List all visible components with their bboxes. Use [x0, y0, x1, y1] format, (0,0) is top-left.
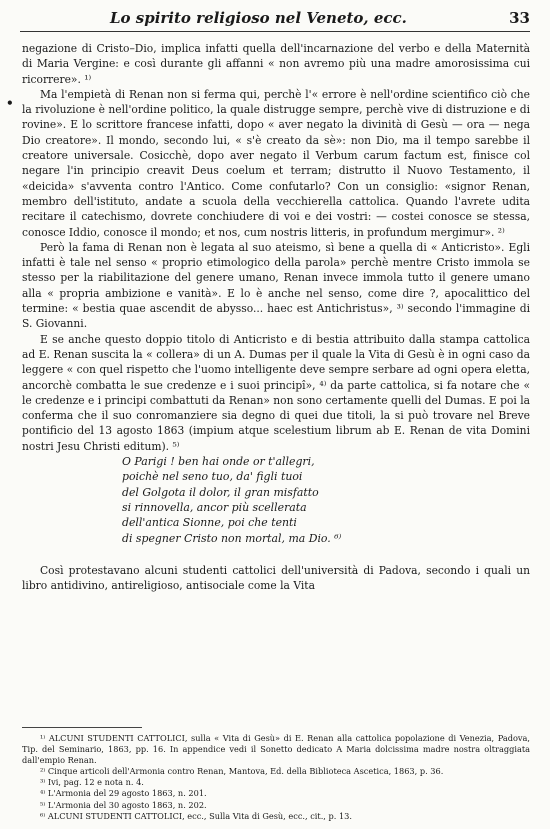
page-number: 33	[509, 9, 530, 27]
margin-mark: •	[6, 96, 14, 110]
poem-verses	[122, 454, 530, 546]
paragraph-4: E se anche questo doppio titolo di Anticristo e di bestia attribuito dalla stampa cattolica ad E. Renan suscita la « collera» di un A. Dumas per il quale la Vita di Gesù è in ogni caso da leggere « con quel rispetto che l'uomo intelligente deve sempre serbare ad ogni opera eletta, ancorchè combatta le sue credenze e i suoi principî», ⁴⁾ da parte cattolica, si fa notare che « le credenze e i principi combattuti da Renan» non sono certamente quelli del Dumas. E poi la conferma che il suo conromanziere sia degno di quei due titoli, la si può trovare nel Breve pontificio del 13 agosto 1863 (impium atque scelestium librum ab E. Renan de vita Domini nostri Jesu Christi editum). ⁵⁾	[22, 332, 530, 453]
spacer	[22, 546, 530, 563]
footnote: ²⁾ Cinque articoli dell'Armonia contro Renan, Mantova, Ed. della Biblioteca Ascetica, 1863, p. 36.	[40, 766, 444, 777]
footnotes	[22, 733, 530, 822]
paragraph-5: Così protestavano alcuni studenti cattolici dell'università di Padova, secondo i quali un libro antidivino, antireligioso, antisociale come la Vita	[22, 563, 530, 593]
poem-verse: del Golgota il dolor, il gran misfatto	[122, 485, 319, 499]
footnote: ³⁾ Ivi, pag. 12 e nota n. 4.	[40, 777, 144, 788]
poem-verse: poichè nel seno tuo, da' figli tuoi	[122, 470, 303, 484]
running-header	[20, 9, 530, 32]
poem-verse: si rinnovella, ancor più scellerata	[122, 500, 307, 514]
running-title: Lo spirito religioso nel Veneto, ecc.	[110, 9, 407, 27]
footnote: ⁴⁾ L'Armonia del 29 agosto 1863, n. 201.	[40, 788, 207, 799]
paragraph-3: Però la fama di Renan non è legata al suo ateismo, sì bene a quella di « Anticristo». Egli infatti è tale nel senso « proprio etimologico della parola» perchè mentre Cristo immola se stesso per la riabilitazione del genere umano, Renan invece immola tutto il genere umano alla « propria ambizione e vanità». E lo è anche nel senso, come dire ?, apocalittico del termine: « bestia quae ascendit de abysso... haec est Antichristus», ³⁾ secondo l'immagine di S. Giovanni.	[22, 240, 530, 331]
main-text	[22, 41, 530, 593]
footnote: ⁵⁾ L'Armonia del 30 agosto 1863, n. 202.	[40, 799, 207, 810]
footnote: ¹⁾ ALCUNI STUDENTI CATTOLICI, sulla « Vita di Gesù» di E. Renan alla cattolica popolazione di Venezia, Padova, Tip. del Seminario, 1863, pp. 16. In appendice vedi il Sonetto dedicato A Maria dolcissima madre nostra oltraggiata dall'empio Renan.	[22, 733, 530, 766]
footnote-rule	[22, 727, 142, 728]
footnote: ⁶⁾ ALCUNI STUDENTI CATTOLICI, ecc., Sulla Vita di Gesù, ecc., cit., p. 13.	[40, 810, 352, 821]
paragraph-1: negazione di Cristo–Dio, implica infatti quella dell'incarnazione del verbo e della Maternità di Maria Vergine: e così durante gli affanni « non avremo più una madre amorosissima cui ricorrere». ¹⁾	[22, 42, 530, 86]
poem-verse: dell'antica Sionne, poi che tenti	[122, 516, 297, 530]
poem-verse: di spegner Cristo non mortal, ma Dio. ⁶⁾	[122, 531, 342, 545]
poem-verse: O Parigi ! ben hai onde or t'allegri,	[122, 455, 315, 469]
paragraph-2: Ma l'empietà di Renan non si ferma qui, perchè l'« errore è nell'ordine scientifico ciò che la rivoluzione è nell'ordine politico, la quale distrugge sempre, perchè vive di distruzione e di rovine». E lo scrittore francese infatti, dopo « aver negato la divinità di Gesù — ora — nega Dio creatore». Il mondo, secondo lui, « s'è creato da sè»: non Dio, ma il tempo sarebbe il creatore universale. Cosicchè, dopo aver negato il Verbum carum factum est, finisce col negare l'in principio creavit Deus coelum et terram; distrutto il Nuovo Testamento, il «deicida» s'avventa contro l'Antico. Come confutarlo? Con un consiglio: «signor Renan, membro dell'istituto, andate a scuola della vecchierella cattolica. Quando l'avrete udita recitare il catechismo, dovrete conchiudere di voi e dei vostri: — costei conosce se stessa, conosce Iddio, conosce il mondo; et nos, cum nostris litteris, in profundum mergimur». ²⁾	[22, 87, 530, 239]
